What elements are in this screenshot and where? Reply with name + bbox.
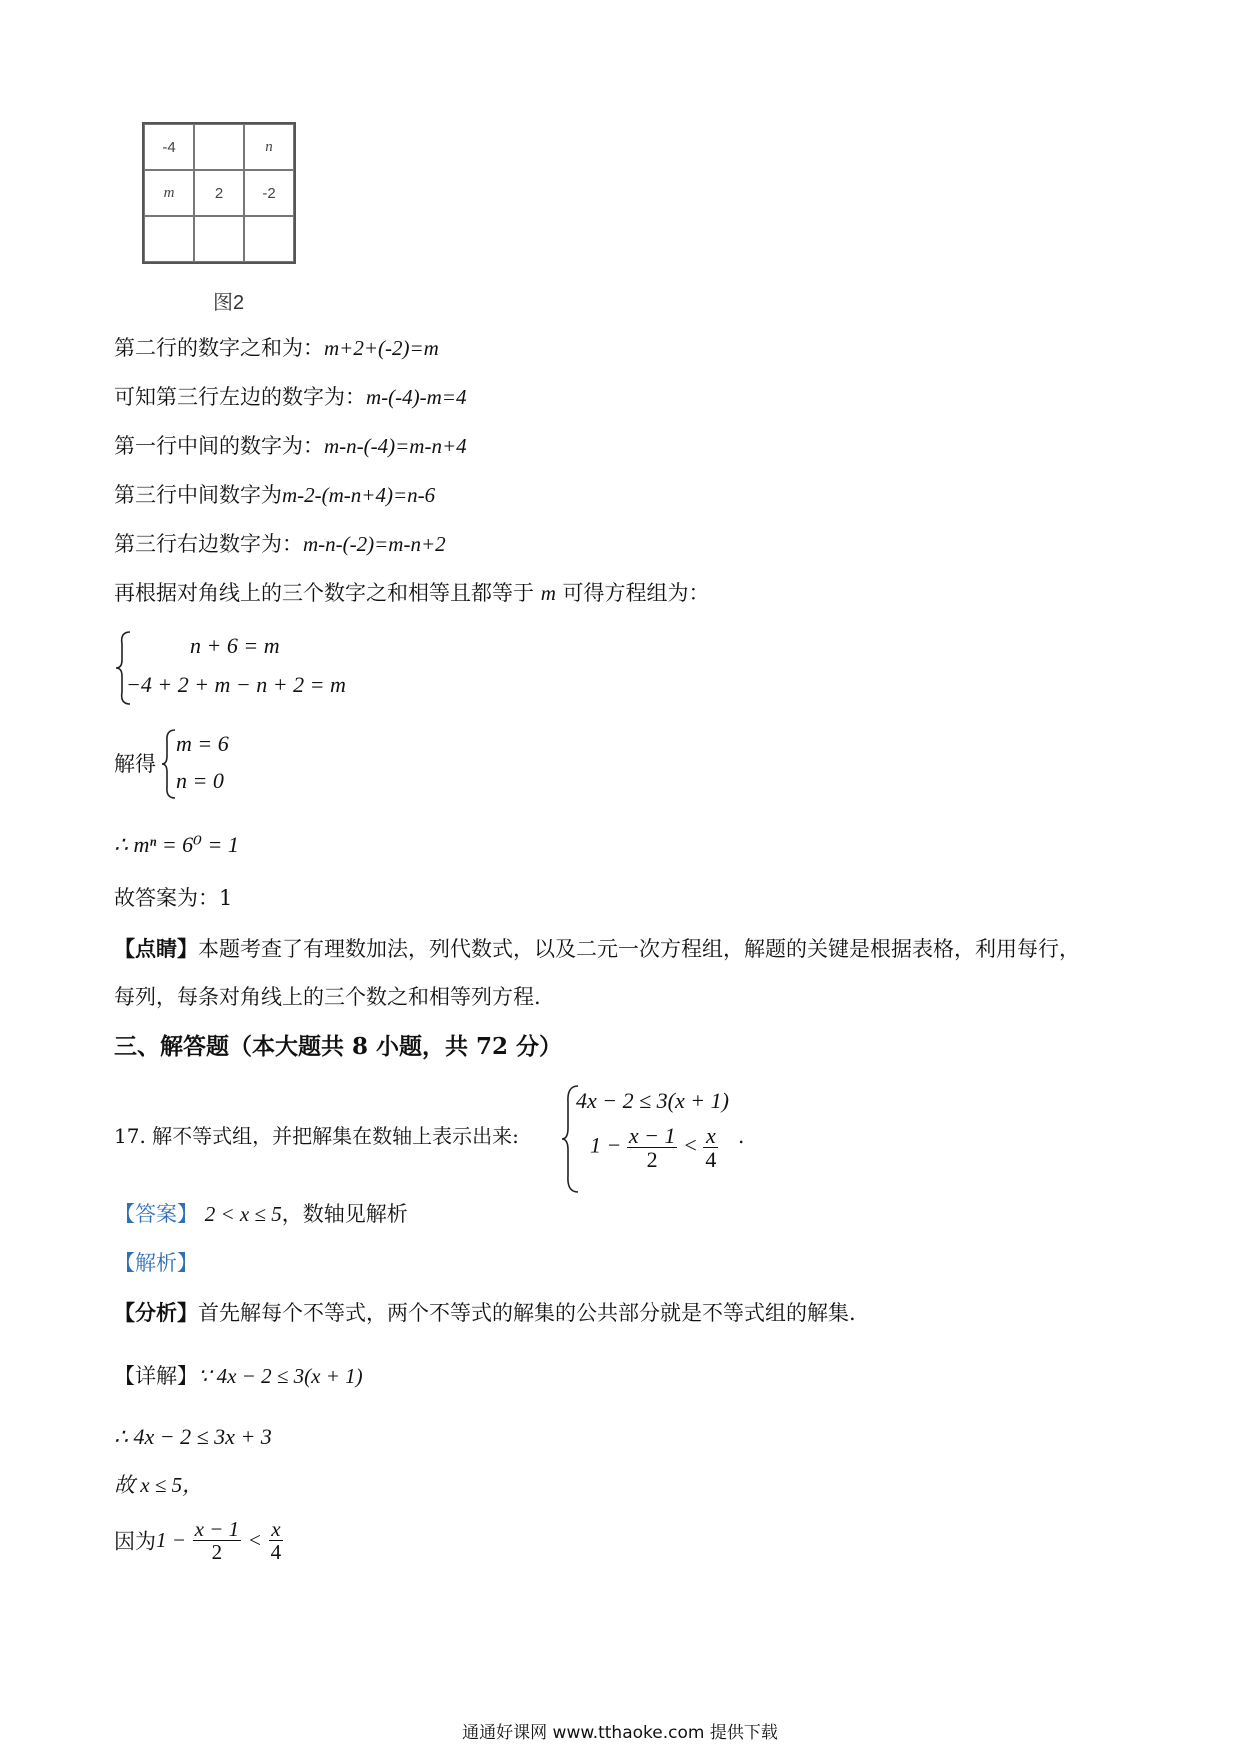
system-1-equation-1: n + 6 = m bbox=[190, 633, 280, 658]
derivation-line-4: 第三行中间数字为m-2-(m-n+4)=n-6 bbox=[114, 483, 436, 507]
derivation-line-5: 第三行右边数字为：m-n-(-2)=m-n+2 bbox=[114, 532, 446, 556]
solution-prefix: 解得 bbox=[114, 752, 156, 776]
derivation-line-3: 第一行中间的数字为：m-n-(-4)=m-n+4 bbox=[114, 434, 467, 458]
step-3: 因为1 − $\frac{x - 1}{2}$ < $\frac{x}{4}$ bbox=[114, 1517, 282, 1565]
solution-equation-1: m = 6 bbox=[176, 731, 229, 756]
detail-row: 【详解】∵ 4x − 2 ≤ 3(x + 1) bbox=[114, 1364, 363, 1388]
step-2: 故 x ≤ 5， bbox=[114, 1473, 204, 1497]
answer-line: 故答案为：1 bbox=[114, 886, 233, 910]
grid-cell-r3c1 bbox=[144, 216, 194, 262]
comment-line-2: 每列，每条对角线上的三个数之和相等列方程. bbox=[114, 985, 541, 1009]
answer-tag: 【答案】 bbox=[114, 1202, 198, 1226]
grid-cell-r3c3 bbox=[244, 216, 294, 262]
magic-square-grid bbox=[142, 122, 296, 264]
grid-cell-r2c1: m bbox=[144, 170, 194, 216]
question-17-prompt: 17. 解不等式组，并把解集在数轴上表示出来: bbox=[114, 1124, 519, 1148]
derivation-line-2: 可知第三行左边的数字为：m-(-4)-m=4 bbox=[114, 385, 467, 409]
question-17-inequality-1: 4x − 2 ≤ 3(x + 1) bbox=[576, 1088, 729, 1113]
derivation-line-1: 第二行的数字之和为：m+2+(-2)=m bbox=[114, 336, 439, 360]
detail-tag: 【详解】 bbox=[114, 1364, 198, 1388]
comment-tag: 【点睛】 bbox=[114, 936, 198, 961]
figure-caption: 图2 bbox=[213, 292, 245, 314]
grid-cell-r2c2: 2 bbox=[194, 170, 244, 216]
section-heading: 三、解答题（本大题共 8 小题，共 72 分） bbox=[114, 1033, 563, 1060]
grid-cell-r3c2 bbox=[194, 216, 244, 262]
page-footer: 通通好课网 www.tthaoke.com 提供下载 bbox=[462, 1723, 778, 1743]
therefore-result: ∴ mⁿ = 6⁰ = 1 bbox=[114, 832, 239, 857]
analysis-tag: 【分析】 bbox=[114, 1300, 198, 1325]
grid-cell-r2c3: -2 bbox=[244, 170, 294, 216]
step-1: ∴ 4x − 2 ≤ 3x + 3 bbox=[114, 1424, 272, 1449]
system-1-equation-2: −4 + 2 + m − n + 2 = m bbox=[126, 672, 346, 697]
derivation-line-6: 再根据对角线上的三个数字之和相等且都等于 m 可得方程组为： bbox=[114, 581, 710, 605]
question-17-period: . bbox=[738, 1124, 745, 1148]
answer-row: 【答案】 2 < x ≤ 5，数轴见解析 bbox=[114, 1202, 408, 1226]
grid-cell-r1c1: -4 bbox=[144, 124, 194, 170]
grid-cell-r1c2 bbox=[194, 124, 244, 170]
analysis-heading: 【解析】 bbox=[114, 1251, 198, 1275]
solution-equation-2: n = 0 bbox=[176, 768, 224, 793]
comment-line-1: 【点睛】本题考查了有理数加法，列代数式，以及二元一次方程组，解题的关键是根据表格，利用每行， bbox=[114, 936, 1080, 961]
analysis-row: 【分析】首先解每个不等式，两个不等式的解集的公共部分就是不等式组的解集. bbox=[114, 1300, 856, 1325]
grid-cell-r1c3: n bbox=[244, 124, 294, 170]
question-17-inequality-2: 1 − $\frac{x - 1}{2}$ < $\frac{x}{4}$ bbox=[590, 1123, 717, 1173]
